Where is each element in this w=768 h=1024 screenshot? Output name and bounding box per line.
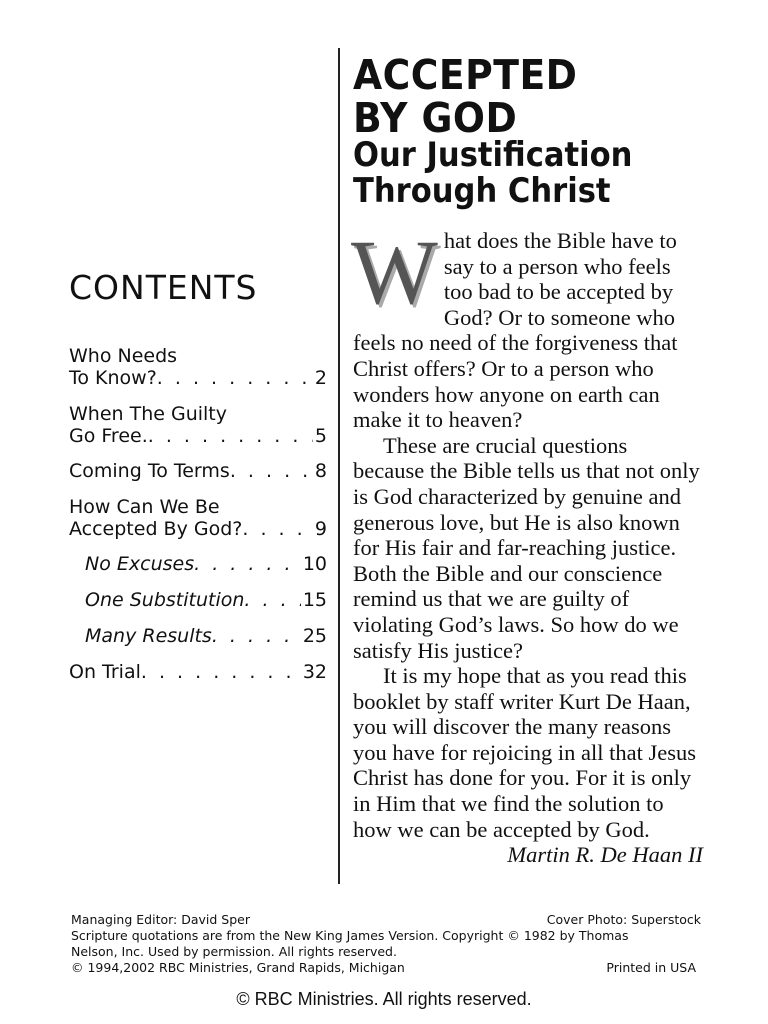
toc-entry-no-excuses[interactable] xyxy=(85,553,327,575)
footer-copyright: © RBC Ministries. All rights reserved. xyxy=(236,989,532,1009)
toc-entry-label: Go Free. xyxy=(69,425,148,447)
scripture-notice: Nelson, Inc. Used by permission. All rights reserved. xyxy=(71,944,397,959)
toc-leader-dots xyxy=(212,625,301,647)
drop-cap-letter: W xyxy=(351,221,438,323)
toc-page-number: 5 xyxy=(314,425,327,447)
toc-page-number: 8 xyxy=(314,460,327,482)
title-line: BY GOD xyxy=(353,94,518,142)
toc-leader-dots xyxy=(157,367,313,389)
contents-heading: CONTENTS xyxy=(69,268,258,307)
toc-entry-line: When The Guilty xyxy=(69,403,227,425)
toc-entry-label: To Know? xyxy=(69,367,157,389)
toc-page-number: 15 xyxy=(302,589,327,611)
toc-entry-when-the-guilty-go-free[interactable] xyxy=(69,403,327,447)
booklet-subtitle xyxy=(353,137,659,209)
toc-leader-dots xyxy=(141,661,301,683)
cover-photo-credit: Cover Photo: Superstock xyxy=(546,912,701,927)
toc-page-number: 10 xyxy=(302,553,327,575)
toc-entry-many-results[interactable] xyxy=(85,625,327,647)
author-signature: Martin R. De Haan II xyxy=(507,842,703,868)
copyright-notice: © 1994,2002 RBC Ministries, Grand Rapids, Michigan xyxy=(71,960,405,975)
subtitle-line: Our Justification xyxy=(353,135,633,175)
toc-entry-coming-to-terms[interactable] xyxy=(69,460,327,482)
toc-entry-who-needs-to-know[interactable] xyxy=(69,345,327,389)
toc-entry-how-can-we-be-accepted[interactable] xyxy=(69,496,327,540)
toc-leader-dots xyxy=(148,425,313,447)
toc-leader-dots xyxy=(194,553,301,575)
toc-entry-line: How Can We Be xyxy=(69,496,220,518)
toc-entry-one-substitution[interactable] xyxy=(85,589,327,611)
title-line: ACCEPTED xyxy=(353,51,578,99)
column-divider xyxy=(338,48,340,884)
toc-page-number: 32 xyxy=(302,661,327,683)
publication-credits xyxy=(71,912,701,976)
toc-leader-dots xyxy=(244,589,300,611)
toc-entry-on-trial[interactable] xyxy=(69,661,327,683)
printed-location: Printed in USA xyxy=(606,960,696,975)
toc-entry-line: Who Needs xyxy=(69,345,178,367)
toc-entry-label: Coming To Terms xyxy=(69,460,230,482)
toc-leader-dots xyxy=(242,518,313,540)
subtitle-line: Through Christ xyxy=(353,171,611,211)
paragraph-text: hat does the Bible have to say to a person who feels too bad to be accepted by God? Or to someone who feels no need of the forgiveness that Christ offers? Or to a person who wonders how anyone on earth can make it to heaven? xyxy=(353,228,678,433)
intro-paragraph xyxy=(351,221,703,433)
toc-entry-label: On Trial xyxy=(69,661,141,683)
toc-entry-label: No Excuses xyxy=(85,553,195,575)
scripture-notice: Scripture quotations are from the New King James Version. Copyright © 1982 by Thomas xyxy=(71,928,629,943)
toc-entry-label: Many Results xyxy=(85,625,212,647)
toc-entry-label: Accepted By God? xyxy=(69,518,243,540)
managing-editor: Managing Editor: David Sper xyxy=(71,912,250,927)
toc-entry-label: One Substitution xyxy=(85,589,245,611)
booklet-title xyxy=(353,51,578,142)
intro-paragraph: It is my hope that as you read this booklet by staff writer Kurt De Haan, you will discover the many reasons you have for rejoicing in all that Jesus Christ has done for you. For it is only in Him that we find the solution to how we can be accepted by God. xyxy=(353,663,697,842)
toc-page-number: 2 xyxy=(314,367,327,389)
toc-page-number: 9 xyxy=(314,518,327,540)
introduction-text xyxy=(351,221,703,868)
intro-paragraph: These are crucial questions because the Bible tells us that not only is God characterized by genuine and generous love, but He is also known for His fair and far-reaching justice. Both the Bible and our conscience remind us that we are guilty of violating God’s laws. So how do we satisfy His justice? xyxy=(353,432,700,663)
toc-page-number: 25 xyxy=(302,625,327,647)
toc-leader-dots xyxy=(230,460,313,482)
